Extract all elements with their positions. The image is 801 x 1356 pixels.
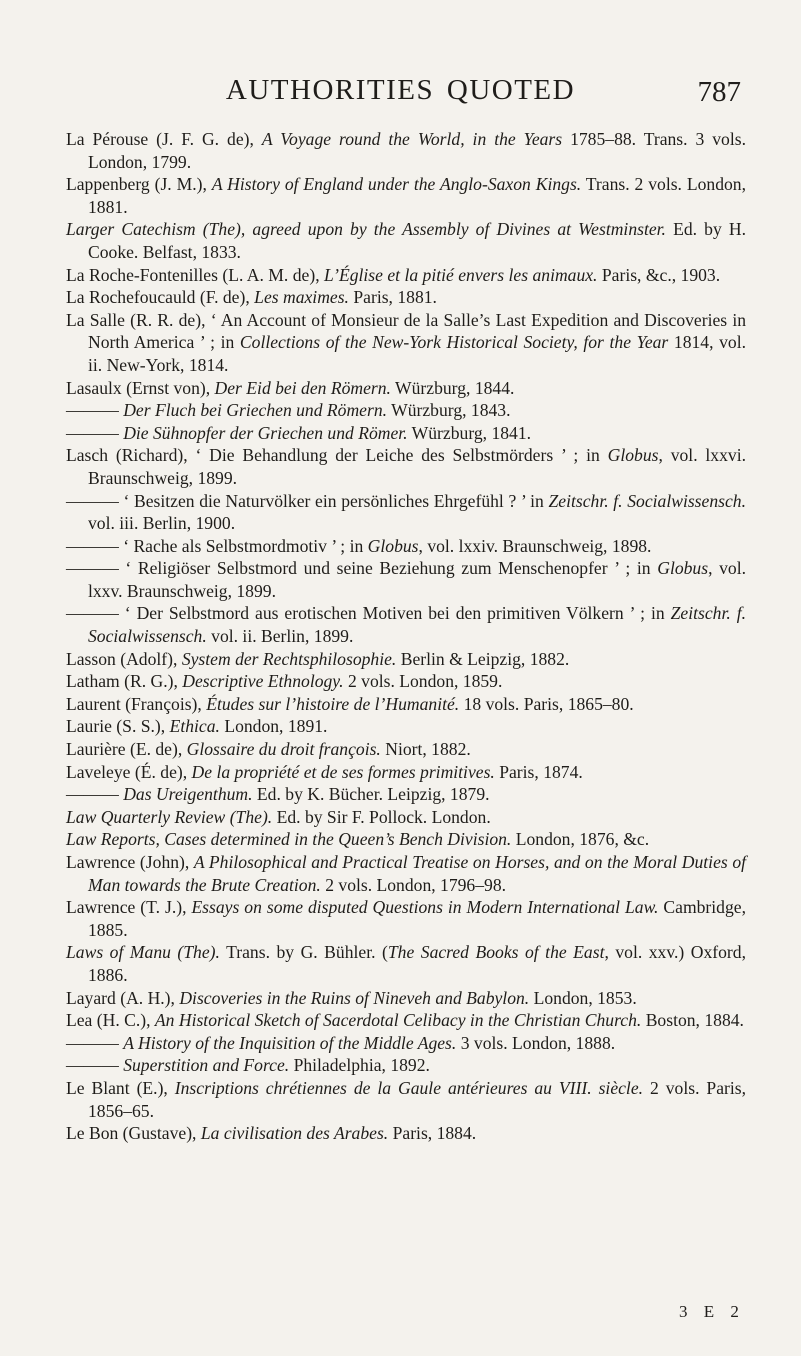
entry-author: Laurière (E. de), — [66, 739, 187, 760]
entry-work: Études sur l’histoire de l’Humanité. 18 vols. Paris, 1865–80. — [206, 693, 634, 714]
bibliography-entry — [66, 896, 746, 941]
entry-author: ——— — [66, 603, 125, 624]
bibliography-entry — [66, 422, 746, 445]
entry-author: Laurent (François), — [66, 693, 207, 714]
entry-work: Les maximes. Paris, 1881. — [254, 287, 437, 308]
entry-work: A Voyage round the World, in the Years 1785–88. Trans. 3 vols. London, 1799. — [88, 129, 746, 172]
bibliography-entry — [66, 264, 746, 287]
entry-author: ——— — [66, 490, 124, 511]
entry-work: A History of England under the Anglo-Saxon Kings. Trans. 2 vols. London, 1881. — [88, 174, 746, 217]
bibliography-entry — [66, 828, 746, 851]
bibliography-entry — [66, 670, 746, 693]
bibliography-entry — [66, 377, 746, 400]
bibliography-entry — [66, 490, 746, 535]
entry-author: Laurie (S. S.), — [66, 716, 170, 737]
entry-work: ‘ Besitzen die Naturvölker ein persönliches Ehrgefühl ? ’ in Zeitschr. f. Socialwissensch. vol. iii. Berlin, 1900. — [88, 490, 746, 534]
entry-work: A Philosophical and Practical Treatise on Horses, and on the Moral Duties of Man towards the Brute Creation. 2 vols. London, 1796–98. — [88, 852, 746, 895]
bibliography-entry — [66, 1077, 746, 1122]
entry-work: Glossaire du droit françois. Niort, 1882. — [186, 739, 471, 760]
entry-work: Die Sühnopfer der Griechen und Römer. Würzburg, 1841. — [123, 422, 532, 443]
entry-work: Descriptive Ethnology. 2 vols. London, 1859. — [182, 671, 503, 692]
entry-work: De la propriété et de ses formes primitives. Paris, 1874. — [191, 761, 583, 782]
bibliography-entry — [66, 535, 746, 558]
bibliography-entry — [66, 806, 746, 829]
signature-mark: 3 E 2 — [679, 1302, 745, 1321]
entry-author: ——— — [66, 400, 124, 421]
entry-work: System der Rechtsphilosophie. Berlin & Leipzig, 1882. — [181, 648, 570, 669]
bibliography-entry — [66, 648, 746, 671]
entry-author: Layard (A. H.), — [66, 987, 180, 1008]
entry-work: Law Quarterly Review (The). Ed. by Sir F. Pollock. London. — [66, 806, 491, 827]
bibliography-entry — [66, 851, 746, 896]
page-header — [60, 68, 741, 108]
entry-work: Larger Catechism (The), agreed upon by the Assembly of Divines at Westminster. Ed. by H. Cooke. Belfast, 1833. — [66, 219, 746, 262]
entry-work: Discoveries in the Ruins of Nineveh and Babylon. London, 1853. — [179, 987, 637, 1008]
bibliography-entry — [66, 715, 746, 738]
entry-work: Ethica. London, 1891. — [169, 716, 328, 737]
entry-author: ——— — [66, 784, 124, 805]
bibliography-entry — [66, 557, 746, 602]
entry-work: Das Ureigenthum. Ed. by K. Bücher. Leipzig, 1879. — [123, 784, 490, 805]
entry-author: La Salle (R. R. de), — [66, 309, 211, 330]
entry-author: Laveleye (É. de), — [66, 761, 192, 782]
bibliography-entry — [66, 1032, 746, 1055]
entry-author: Latham (R. G.), — [66, 671, 183, 692]
entry-author: Lawrence (T. J.), — [66, 897, 192, 918]
bibliography-entry — [66, 128, 746, 173]
entry-work: ‘ Religiöser Selbstmord und seine Beziehung zum Menschenopfer ’ ; in Globus, vol. lxxv. Braunschweig, 1899. — [88, 558, 746, 601]
bibliography-entry — [66, 738, 746, 761]
entry-work: An Historical Sketch of Sacerdotal Celibacy in the Christian Church. Boston, 1884. — [154, 1010, 744, 1031]
entry-work: Superstition and Force. Philadelphia, 1892. — [123, 1055, 430, 1076]
entry-work: Laws of Manu (The). Trans. by G. Bühler. (The Sacred Books of the East, vol. xxv.) Oxford, 1886. — [66, 942, 746, 985]
entry-author: ——— — [66, 1055, 124, 1076]
bibliography-list — [66, 128, 746, 1145]
bibliography-entry — [66, 1054, 746, 1077]
entry-work: La civilisation des Arabes. Paris, 1884. — [200, 1123, 477, 1144]
entry-work: L’Église et la pitié envers les animaux. Paris, &c., 1903. — [324, 264, 721, 285]
page-number: 787 — [697, 76, 741, 108]
entry-work: Der Fluch bei Griechen und Römern. Würzburg, 1843. — [123, 400, 511, 421]
bibliography-entry — [66, 309, 746, 377]
bibliography-entry — [66, 444, 746, 489]
entry-author: Lea (H. C.), — [66, 1010, 155, 1031]
entry-author: La Pérouse (J. F. G. de), — [66, 129, 262, 149]
entry-author: Lasch (Richard), — [66, 445, 196, 466]
bibliography-entry — [66, 1009, 746, 1032]
entry-author: La Roche-Fontenilles (L. A. M. de), — [66, 264, 324, 285]
bibliography-entry — [66, 399, 746, 422]
entry-author: ——— — [66, 1032, 124, 1053]
entry-author: ——— — [66, 558, 126, 579]
entry-work: Der Eid bei den Römern. Würzburg, 1844. — [214, 377, 515, 398]
entry-author: Lappenberg (J. M.), — [66, 174, 212, 195]
entry-author: Le Blant (E.), — [66, 1077, 175, 1098]
bibliography-entry — [66, 941, 746, 986]
entry-author: Le Bon (Gustave), — [66, 1123, 201, 1144]
running-title: AUTHORITIES QUOTED — [225, 74, 576, 106]
entry-work: A History of the Inquisition of the Middle Ages. 3 vols. London, 1888. — [123, 1032, 616, 1053]
entry-work: Essays on some disputed Questions in Modern International Law. Cambridge, 1885. — [88, 897, 746, 940]
bibliography-entry — [66, 693, 746, 716]
entry-work: ‘ Der Selbstmord aus erotischen Motiven bei den primitiven Völkern ’ ; in Zeitschr. f. Socialwissensch. vol. ii. Berlin, 1899. — [88, 603, 746, 647]
entry-work: ‘ Rache als Selbstmordmotiv ’ ; in Globus, vol. lxxiv. Braunschweig, 1898. — [123, 535, 652, 556]
entry-work: ‘ Die Behandlung der Leiche des Selbstmörders ’ ; in Globus, vol. lxxvi. Braunschweig, 1899. — [88, 445, 746, 488]
entry-author: La Rochefoucauld (F. de), — [66, 287, 255, 308]
bibliography-entry — [66, 783, 746, 806]
entry-work: Law Reports, Cases determined in the Queen’s Bench Division. London, 1876, &c. — [66, 829, 650, 850]
entry-author: Lasaulx (Ernst von), — [66, 377, 215, 398]
bibliography-entry — [66, 218, 746, 263]
bibliography-entry — [66, 987, 746, 1010]
bibliography-entry — [66, 602, 746, 647]
entry-work: ‘ An Account of Monsieur de la Salle’s Last Expedition and Discoveries in North America ’ ; in Collections of the New-York Historical Society, for the Year 1814, vol. ii. New-York, 1814. — [88, 309, 747, 375]
entry-author: Lasson (Adolf), — [66, 648, 182, 669]
bibliography-entry — [66, 286, 746, 309]
entry-author: ——— — [66, 422, 124, 443]
entry-author: Lawrence (John), — [66, 852, 194, 872]
bibliography-entry — [66, 173, 746, 218]
entry-work: Inscriptions chrétiennes de la Gaule antérieures au VIII. siècle. 2 vols. Paris, 1856–65. — [88, 1077, 746, 1121]
bibliography-entry — [66, 761, 746, 784]
bibliography-entry — [66, 1122, 746, 1145]
entry-author: ——— — [66, 535, 124, 556]
